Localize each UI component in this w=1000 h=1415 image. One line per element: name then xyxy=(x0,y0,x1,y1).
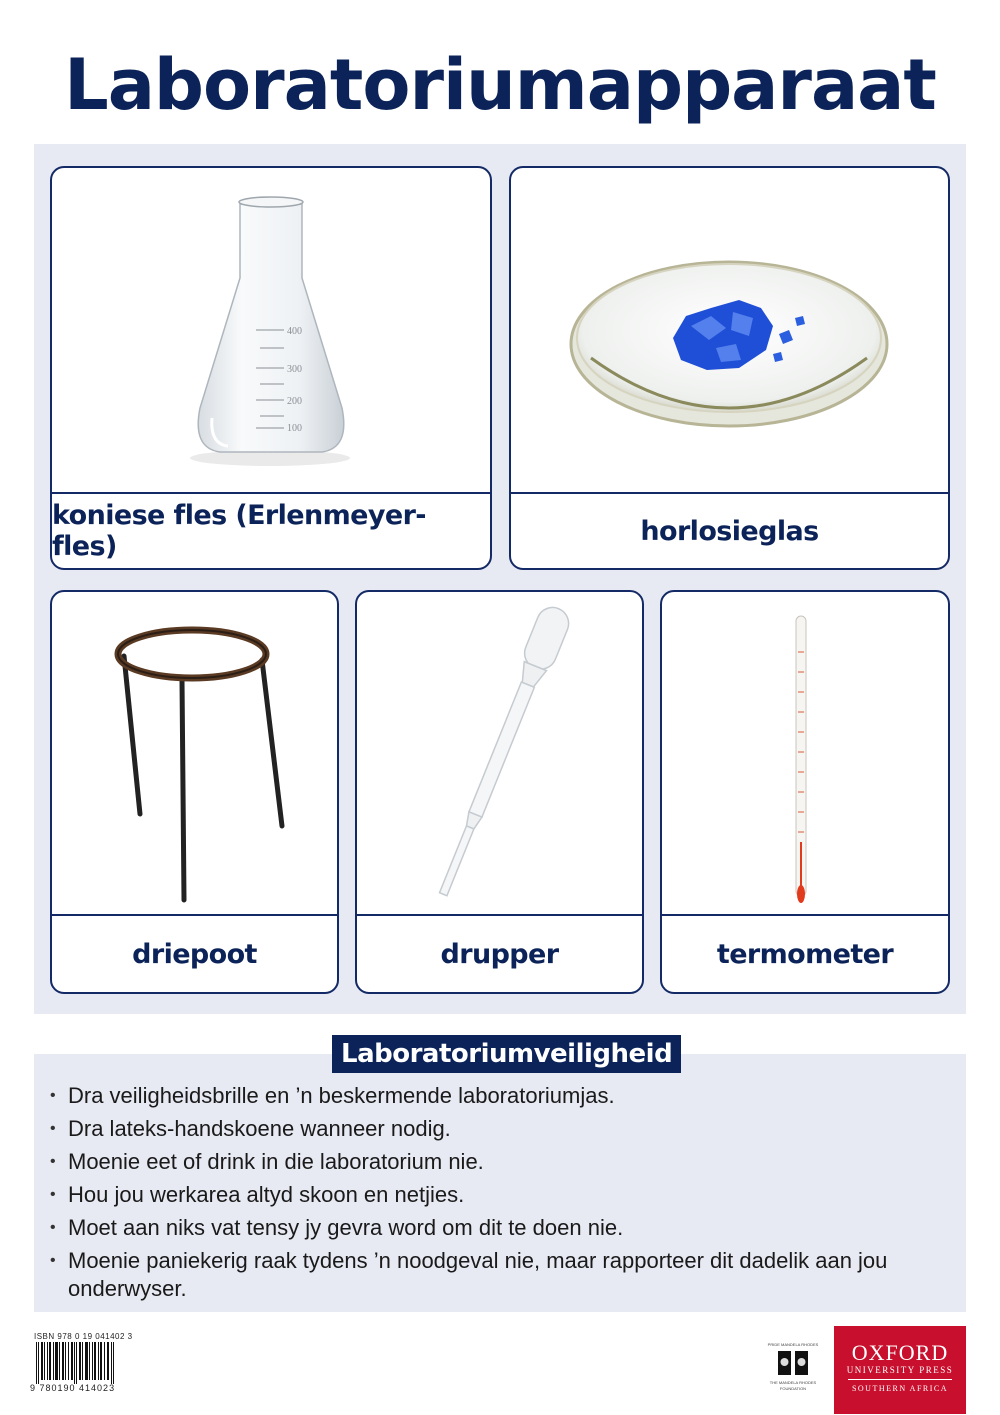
item-label: drupper xyxy=(357,914,642,992)
barcode-icon xyxy=(34,1342,118,1389)
mandela-line-2: THE MANDELA RHODES FOUNDATION xyxy=(769,1380,817,1391)
list-item: • Moenie paniekerig raak tydens ’n noodgeval nie, maar rapporteer dit dadelik aan jou onderwyser. xyxy=(50,1247,940,1303)
oxford-region: SOUTHERN AFRICA xyxy=(851,1384,949,1393)
flask-marking: 200 xyxy=(287,396,302,407)
list-item: • Dra lateks-handskoene wanneer nodig. xyxy=(50,1115,940,1143)
card-tripod xyxy=(50,590,339,994)
dropper-icon xyxy=(357,592,642,920)
oxford-divider xyxy=(848,1379,952,1380)
list-item: • Moenie eet of drink in die laboratorium nie. xyxy=(50,1148,940,1176)
page-title: Laboratoriumapparaat xyxy=(64,44,936,126)
card-conical-flask xyxy=(50,166,492,570)
flask-marking: 100 xyxy=(287,423,302,434)
flask-marking: 400 xyxy=(287,326,302,337)
tripod-icon xyxy=(52,592,337,920)
oxford-press: UNIVERSITY PRESS xyxy=(846,1365,954,1375)
watch-glass-icon xyxy=(511,168,948,498)
safety-title: Laboratoriumveiligheid xyxy=(332,1035,681,1073)
item-label: driepoot xyxy=(52,914,337,992)
list-item: • Moet aan niks vat tensy jy gevra word om dit te doen nie. xyxy=(50,1214,940,1242)
mandela-rhodes-logo xyxy=(760,1342,826,1394)
item-label: horlosieglas xyxy=(511,492,948,568)
oxford-logo xyxy=(834,1326,966,1414)
list-item: • Dra veiligheidsbrille en ’n beskermende laboratoriumjas. xyxy=(50,1082,940,1110)
mandela-line-1: PRIDE MANDELA RHODES xyxy=(767,1342,819,1347)
flask-marking: 300 xyxy=(287,364,302,375)
list-item: • Hou jou werkarea altyd skoon en netjies. xyxy=(50,1181,940,1209)
card-dropper xyxy=(355,590,644,994)
isbn-text: ISBN 978 0 19 041402 3 xyxy=(34,1332,133,1341)
oxford-name: OXFORD xyxy=(851,1340,949,1365)
barcode-number: 9 780190 414023 xyxy=(30,1383,116,1393)
card-watch-glass xyxy=(509,166,950,570)
card-thermometer xyxy=(660,590,950,994)
item-label: termometer xyxy=(662,914,948,992)
thermometer-icon xyxy=(662,592,948,920)
item-label: koniese fles (Erlenmeyer-fles) xyxy=(52,492,490,568)
erlenmeyer-flask-icon xyxy=(52,168,490,498)
safety-rules-list xyxy=(50,1082,940,1308)
